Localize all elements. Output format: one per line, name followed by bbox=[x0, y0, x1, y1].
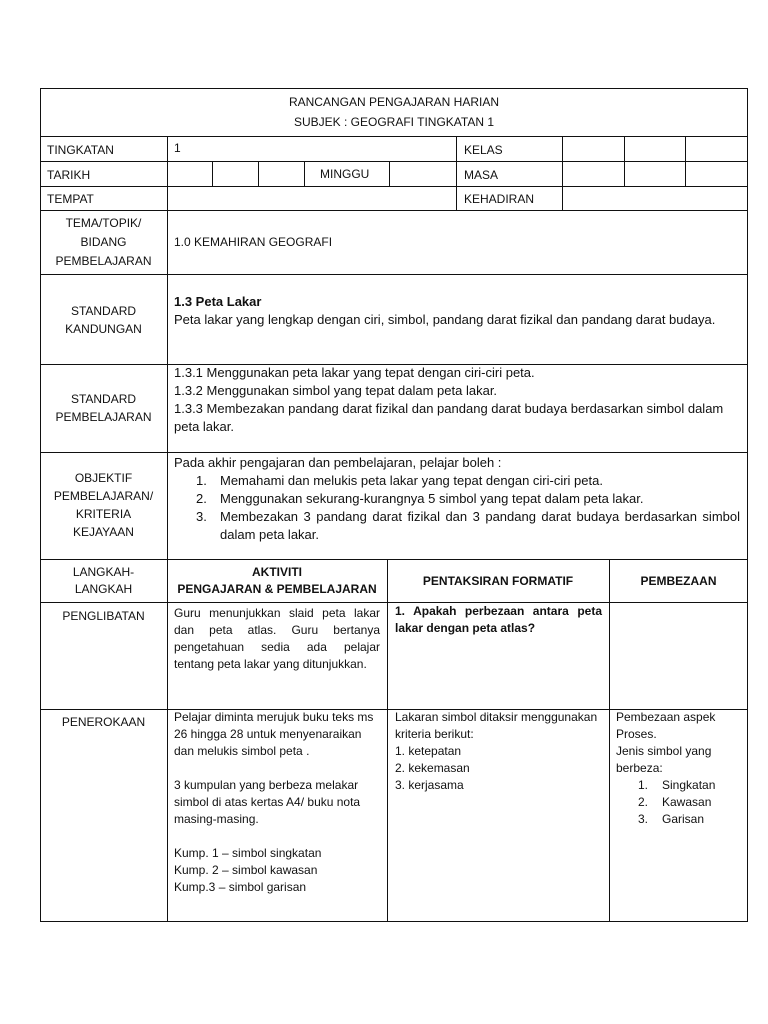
divider bbox=[167, 136, 168, 922]
penglibatan-aktiviti: Guru menunjukkan slaid peta lakar dan peta atlas. Guru bertanya pengetahuan sedia ada pelajar tentang peta lakar yang ditunjukkan. bbox=[174, 606, 380, 671]
list-item: 1. Singkatan bbox=[638, 778, 716, 792]
standard-kandungan-content bbox=[174, 293, 740, 329]
divider bbox=[40, 452, 748, 453]
standard-kandungan-label: STANDARD KANDUNGAN bbox=[65, 304, 142, 336]
tema-value: 1.0 KEMAHIRAN GEOGRAFI bbox=[174, 235, 333, 249]
masa-label: MASA bbox=[464, 168, 499, 182]
list-item: 2. kekemasan bbox=[395, 761, 470, 775]
tingkatan-label: TINGKATAN bbox=[47, 143, 114, 157]
aktiviti-header: AKTIVITI PENGAJARAN & PEMBELAJARAN bbox=[177, 565, 377, 596]
list-item: 3. Membezakan 3 pandang darat fizikal dan 3 pandang darat budaya berdasarkan simbol dalam peta lakar. bbox=[196, 509, 740, 542]
list-item: 1. ketepatan bbox=[395, 744, 462, 758]
penerokaan-label: PENEROKAAN bbox=[61, 715, 146, 729]
divider bbox=[40, 274, 748, 275]
minggu-label: MINGGU bbox=[320, 167, 370, 181]
list-item: 1.3.3 Membezakan pandang darat fizikal dan pandang darat budaya berdasarkan simbol dalam peta lakar. bbox=[174, 401, 724, 434]
objektif-intro: Pada akhir pengajaran dan pembelajaran, pelajar boleh : bbox=[174, 455, 502, 470]
divider bbox=[40, 602, 748, 603]
aktiviti-paragraph: 3 kumpulan yang berbeza melakar simbol di atas kertas A4/ buku nota masing-masing. bbox=[174, 778, 361, 826]
list-item: 3. Garisan bbox=[638, 812, 705, 826]
divider bbox=[304, 161, 305, 186]
penerokaan-pembezaan bbox=[616, 709, 744, 828]
divider bbox=[456, 136, 457, 210]
list-item: Kump. 1 – simbol singkatan bbox=[174, 846, 322, 860]
divider bbox=[40, 210, 748, 211]
penerokaan-pentaksiran bbox=[395, 709, 602, 794]
pentaksiran-intro: Lakaran simbol ditaksir menggunakan kriteria berikut: bbox=[395, 710, 598, 741]
divider bbox=[389, 161, 390, 186]
divider bbox=[40, 161, 748, 162]
tema-label: TEMA/TOPIK/ BIDANG PEMBELAJARAN bbox=[55, 216, 152, 268]
divider bbox=[624, 136, 625, 186]
list-item: 3. kerjasama bbox=[395, 778, 464, 792]
divider bbox=[387, 559, 388, 922]
pembezaan-intro: Pembezaan aspek Proses. bbox=[616, 710, 716, 741]
list-item: 2. Kawasan bbox=[638, 795, 712, 809]
divider bbox=[562, 136, 563, 210]
pentaksiran-header: PENTAKSIRAN FORMATIF bbox=[422, 574, 574, 588]
langkah-header: LANGKAH- LANGKAH bbox=[72, 565, 135, 596]
kehadiran-label: KEHADIRAN bbox=[464, 192, 535, 206]
tingkatan-value: 1 bbox=[174, 141, 181, 155]
divider bbox=[258, 161, 259, 186]
divider bbox=[40, 186, 748, 187]
objektif-content bbox=[174, 454, 740, 544]
divider bbox=[40, 559, 748, 560]
aktiviti-paragraph: Pelajar diminta merujuk buku teks ms 26 hingga 28 untuk menyenaraikan dan melukis simbol peta . bbox=[174, 710, 374, 758]
standard-pembelajaran-label: STANDARD PEMBELAJARAN bbox=[55, 392, 152, 424]
list-item: Kump. 2 – simbol kawasan bbox=[174, 863, 318, 877]
subject-title: SUBJEK : GEOGRAFI TINGKATAN 1 bbox=[293, 115, 495, 129]
list-item: 2. Menggunakan sekurang-kurangnya 5 simbol yang tepat dalam peta lakar. bbox=[196, 491, 644, 506]
divider bbox=[40, 136, 748, 137]
standard-pembelajaran-list bbox=[174, 364, 740, 436]
objektif-label: OBJEKTIF PEMBELAJARAN/ KRITERIA KEJAYAAN bbox=[53, 471, 154, 539]
plan-title: RANCANGAN PENGAJARAN HARIAN bbox=[288, 95, 500, 109]
list-item: 1.3.2 Menggunakan simbol yang tepat dalam peta lakar. bbox=[174, 383, 498, 398]
divider bbox=[609, 559, 610, 922]
pembezaan-sub: Jenis simbol yang berbeza: bbox=[616, 744, 712, 775]
penglibatan-pentaksiran: 1. Apakah perbezaan antara peta lakar dengan peta atlas? bbox=[395, 604, 602, 635]
list-item: 1.3.1 Menggunakan peta lakar yang tepat dengan ciri-ciri peta. bbox=[174, 365, 535, 380]
standard-kandungan-heading: 1.3 Peta Lakar bbox=[174, 294, 262, 309]
pembezaan-header: PEMBEZAAN bbox=[640, 574, 717, 588]
penglibatan-label: PENGLIBATAN bbox=[62, 609, 145, 623]
penerokaan-aktiviti bbox=[174, 709, 380, 896]
kelas-label: KELAS bbox=[464, 143, 503, 157]
list-item: Kump.3 – simbol garisan bbox=[174, 880, 307, 894]
divider bbox=[212, 161, 213, 186]
list-item: 1. Memahami dan melukis peta lakar yang tepat dengan ciri-ciri peta. bbox=[196, 473, 603, 488]
tempat-label: TEMPAT bbox=[47, 192, 94, 206]
standard-kandungan-text: Peta lakar yang lengkap dengan ciri, simbol, pandang darat fizikal dan pandang darat budaya. bbox=[174, 312, 716, 327]
tarikh-label: TARIKH bbox=[47, 168, 91, 182]
divider bbox=[685, 136, 686, 186]
